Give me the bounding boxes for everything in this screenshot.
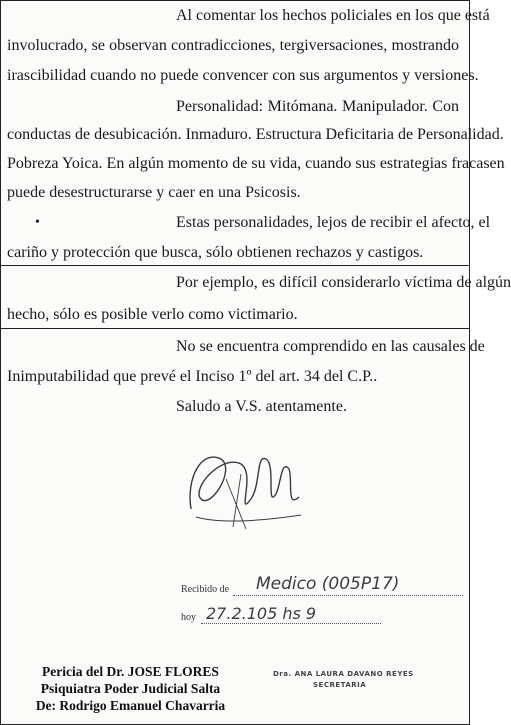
received-handwritten-value: Medico (005P17) — [256, 574, 400, 594]
caption-line-1: Pericia del Dr. JOSE FLORES — [42, 664, 219, 679]
bullet-mark: • — [35, 215, 40, 230]
paragraph-2-line-4: puede desestructurarse y caer en una Psicosis. — [7, 184, 301, 201]
date-underline — [201, 623, 381, 624]
paragraph-5-line-1: No se encuentra comprendido en las causales de — [176, 338, 485, 355]
paragraph-1-line-1: Al comentar los hechos policiales en los que está — [176, 7, 490, 24]
date-handwritten-value: 27.2.105 hs 9 — [206, 604, 317, 623]
paragraph-1-line-3: irascibilidad cuando no puede convencer con sus argumentos y versiones. — [7, 67, 479, 84]
received-underline — [233, 595, 463, 596]
paragraph-3-line-2: cariño y protección que busca, sólo obtienen rechazos y castigos. — [7, 244, 424, 261]
received-label: Recibido de — [181, 584, 230, 595]
paragraph-2-line-2: conductas de desubicación. Inmaduro. Estructura Deficitaria de Personalidad. — [7, 126, 504, 143]
closing-line: Saludo a V.S. atentamente. — [176, 398, 347, 415]
date-label: hoy — [181, 612, 196, 623]
paragraph-2-line-3: Pobreza Yoica. En algún momento de su vida, cuando sus estrategias fracasen — [7, 155, 505, 172]
signature-drawing — [181, 439, 311, 539]
caption-line-2: Psiquiatra Poder Judicial Salta — [40, 681, 221, 696]
document-caption — [23, 663, 238, 714]
paragraph-4-line-2: hecho, sólo es posible verlo como victimario. — [7, 306, 298, 323]
paragraph-3-line-1: Estas personalidades, lejos de recibir el afecto, el — [176, 214, 491, 231]
stamp-name: Dra. ANA LAURA DAVANO REYES — [273, 670, 414, 678]
paragraph-4-line-1: Por ejemplo, es difícil considerarlo víctima de algún — [176, 274, 511, 291]
caption-line-3: De: Rodrigo Emanuel Chavarria — [35, 698, 226, 713]
paragraph-1-line-2: involucrado, se observan contradicciones, tergiversaciones, mostrando — [7, 37, 459, 54]
paragraph-2-line-1: Personalidad: Mitómana. Manipulador. Con — [176, 98, 459, 115]
stamp-title: SECRETARIA — [313, 681, 367, 689]
paragraph-5-line-2: Inimputabilidad que prevé el Inciso 1º del art. 34 del C.P.. — [7, 368, 378, 385]
